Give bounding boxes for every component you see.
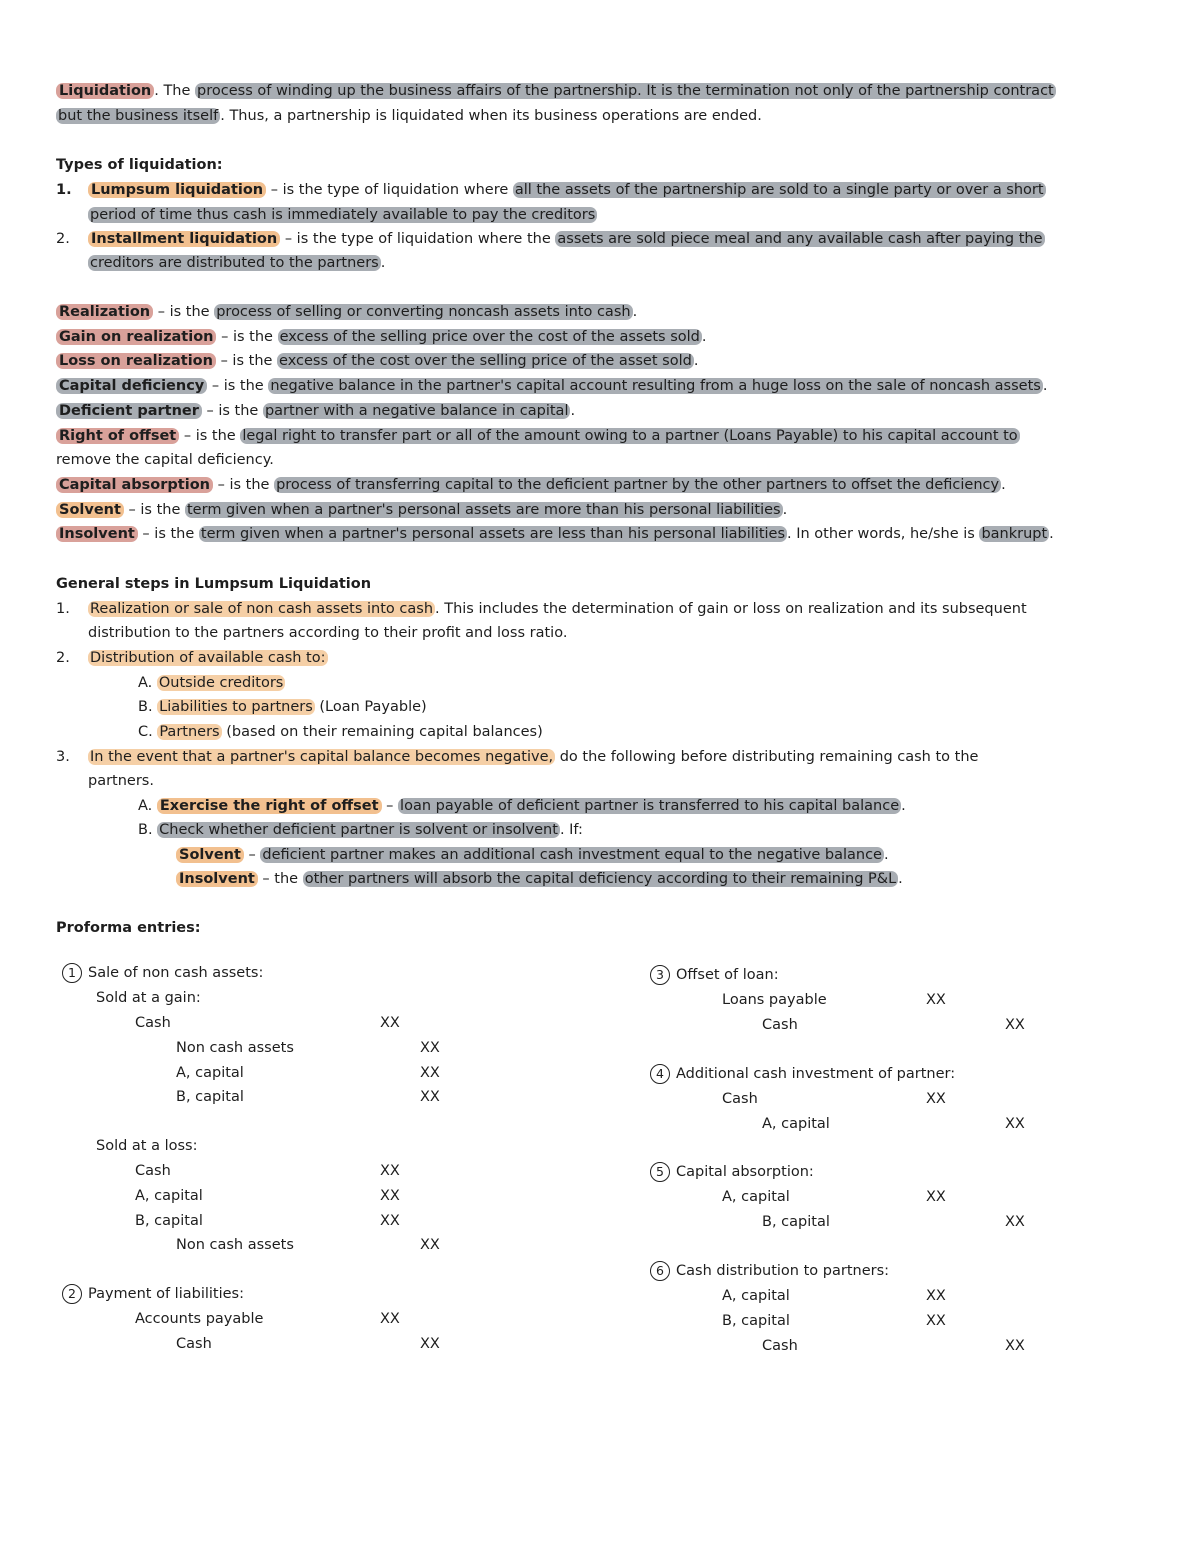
- definition-term: Capital deficiency: [56, 378, 207, 394]
- text: – is the: [212, 477, 275, 493]
- account-name: Non cash assets: [176, 1039, 294, 1056]
- debit-amount: XX: [926, 1189, 946, 1205]
- account-name: Accounts payable: [135, 1311, 264, 1327]
- types-heading: Types of liquidation:: [56, 157, 223, 173]
- highlight: legal right to transfer part or all of the amount owing to a partner (Loans Payable) to his capital account to: [242, 428, 1018, 444]
- text: –: [243, 847, 261, 863]
- text: – is the type of liquidation where the: [280, 231, 556, 247]
- sub-heading: Sold at a gain:: [96, 990, 201, 1006]
- text: B.: [138, 699, 158, 715]
- text: .: [883, 847, 889, 863]
- entry-title-text: Payment of liabilities:: [88, 1286, 244, 1302]
- account-name: A, capital: [135, 1187, 203, 1204]
- step-2-a: [138, 671, 1200, 696]
- highlight: excess of the cost over the selling price of the asset sold: [279, 353, 692, 369]
- account-name: B, capital: [135, 1212, 203, 1229]
- text: (based on their remaining capital balances): [221, 724, 543, 740]
- text: do the following before distributing remaining cash to the: [555, 749, 979, 765]
- type-item-2-cont: [88, 251, 1178, 276]
- account-name: Non cash assets: [176, 1237, 294, 1254]
- account-name: Cash: [762, 1016, 798, 1033]
- type-item-1: [56, 178, 1146, 203]
- term-liquidation: Liquidation: [56, 83, 154, 99]
- highlight: process of transferring capital to the deficient partner by the other partners to offset the deficiency: [276, 477, 1000, 493]
- account-name: Cash: [135, 1015, 171, 1031]
- credit-amount: XX: [420, 1237, 440, 1254]
- account-name: Cash: [135, 1163, 171, 1179]
- credit-amount: XX: [1005, 1016, 1025, 1033]
- definition-row: [56, 473, 1146, 498]
- account-name: A, capital: [762, 1115, 830, 1132]
- step-1: [56, 597, 1146, 622]
- entry-title: [650, 1261, 889, 1281]
- highlight: term given when a partner's personal assets are less than his personal liabilities: [200, 526, 786, 542]
- text: .: [782, 502, 788, 518]
- highlight: assets are sold piece meal and any available cash after paying the: [557, 231, 1043, 247]
- liquidation-line-2: [56, 104, 1146, 129]
- entry-title: [62, 1284, 244, 1304]
- steps-heading: General steps in Lumpsum Liquidation: [56, 576, 372, 592]
- account-name: Cash: [722, 1091, 758, 1107]
- definition-term: Realization: [56, 304, 153, 320]
- credit-amount: XX: [420, 1064, 440, 1081]
- entry-title: [650, 965, 779, 985]
- step-3-insolvent: [176, 867, 1200, 892]
- text: .: [1001, 477, 1006, 493]
- highlight: Liabilities to partners: [159, 699, 313, 715]
- account-name: B, capital: [722, 1312, 790, 1329]
- highlight: period of time thus cash is immediately available to pay the creditors: [90, 207, 596, 223]
- definition-term: Deficient partner: [56, 403, 202, 419]
- account-name: B, capital: [762, 1213, 830, 1230]
- credit-amount: XX: [1005, 1213, 1025, 1230]
- text: .: [898, 871, 903, 887]
- definition-row: [56, 374, 1146, 399]
- highlight: Check whether deficient partner is solvent or insolvent: [159, 822, 558, 838]
- list-number: 1.: [56, 601, 70, 617]
- definition-term: Solvent: [56, 502, 124, 518]
- term-insolvent: Insolvent: [176, 871, 258, 887]
- definition-row: [56, 424, 1146, 449]
- text: – is the: [153, 304, 215, 320]
- text: – is the type of liquidation where: [266, 182, 513, 198]
- definition-row: [56, 300, 1146, 325]
- highlight: Outside creditors: [158, 675, 284, 691]
- text: . This includes the determination of gain or loss on realization and its subsequent: [435, 601, 1027, 617]
- account-name: B, capital: [176, 1089, 244, 1106]
- number-circle-icon: 6: [650, 1261, 670, 1281]
- account-name: A, capital: [722, 1288, 790, 1304]
- text: . The: [154, 83, 196, 99]
- number-circle-icon: 4: [650, 1064, 670, 1084]
- debit-amount: XX: [926, 992, 946, 1008]
- text: . Thus, a partnership is liquidated when its business operations are ended.: [220, 108, 762, 124]
- account-name: A, capital: [176, 1064, 244, 1081]
- step-3-a: [138, 794, 1200, 819]
- term-right-of-offset: Exercise the right of offset: [157, 798, 382, 814]
- highlight: negative balance in the partner's capital account resulting from a huge loss on the sale of noncash assets: [270, 378, 1041, 394]
- highlight: In the event that a partner's capital balance becomes negative,: [90, 749, 554, 765]
- debit-amount: XX: [380, 1015, 400, 1031]
- type-item-2: [56, 227, 1146, 252]
- text: .: [570, 403, 576, 419]
- text: .: [693, 353, 699, 369]
- text: A.: [138, 675, 157, 691]
- entry-title-text: Offset of loan:: [676, 967, 779, 983]
- term-solvent: Solvent: [176, 847, 244, 863]
- definition-term: Right of offset: [56, 428, 179, 444]
- text: – is the: [123, 502, 185, 518]
- debit-amount: XX: [380, 1212, 400, 1229]
- text: (Loan Payable): [314, 699, 427, 715]
- text: . If:: [559, 822, 583, 838]
- entry-title-text: Sale of non cash assets:: [88, 965, 264, 981]
- step-2-c: [138, 720, 1200, 745]
- definition-term: Loss on realization: [56, 353, 216, 369]
- definition-row-cont: [56, 448, 1146, 473]
- highlight: term given when a partner's personal assets are more than his personal liabilities: [187, 502, 781, 518]
- definition-term: Gain on realization: [56, 329, 216, 345]
- text: .: [1042, 378, 1048, 394]
- definition-row: [56, 399, 1146, 424]
- debit-amount: XX: [380, 1163, 400, 1179]
- number-circle-icon: 5: [650, 1162, 670, 1182]
- step-3: [56, 745, 1146, 770]
- type-item-1-cont: [88, 203, 1178, 228]
- step-2-b: [138, 695, 1200, 720]
- entry-title-text: Capital absorption:: [676, 1164, 814, 1180]
- entry-title: [650, 1064, 955, 1084]
- entry-title-text: Additional cash investment of partner:: [676, 1066, 956, 1082]
- text: – is the: [207, 378, 269, 394]
- proforma-heading: Proforma entries:: [56, 920, 201, 936]
- debit-amount: XX: [926, 1288, 946, 1304]
- account-name: Cash: [176, 1335, 212, 1352]
- text: – is the: [215, 353, 278, 369]
- debit-amount: XX: [926, 1091, 946, 1107]
- number-circle-icon: 3: [650, 965, 670, 985]
- text: – is the: [179, 428, 241, 444]
- entry-title: [650, 1162, 814, 1182]
- text: .: [901, 798, 906, 814]
- step-3-b: [138, 818, 1200, 843]
- highlight: bankrupt: [981, 526, 1048, 542]
- highlight: Realization or sale of non cash assets into cash: [90, 601, 434, 617]
- sub-heading: Sold at a loss:: [96, 1138, 198, 1154]
- highlight: deficient partner makes an additional cash investment equal to the negative balance: [262, 847, 882, 863]
- text: –: [381, 798, 399, 814]
- text: .: [701, 329, 707, 345]
- highlight: process of selling or converting noncash assets into cash: [216, 304, 631, 320]
- text: .: [1049, 526, 1054, 542]
- step-2: [56, 646, 1146, 671]
- text: – the: [257, 871, 303, 887]
- text: B.: [138, 822, 158, 838]
- highlight: excess of the selling price over the cost of the assets sold: [279, 329, 700, 345]
- debit-amount: XX: [380, 1187, 400, 1204]
- text: – is the: [216, 329, 278, 345]
- account-name: Loans payable: [722, 992, 827, 1008]
- list-number: 2.: [56, 231, 70, 247]
- highlight: loan payable of deficient partner is transferred to his capital balance: [400, 798, 900, 814]
- credit-amount: XX: [420, 1089, 440, 1106]
- account-name: A, capital: [722, 1189, 790, 1205]
- definition-term: Insolvent: [56, 526, 138, 542]
- highlight: but the business itself: [58, 108, 219, 124]
- entry-title: [62, 963, 263, 983]
- list-number: 3.: [56, 749, 70, 765]
- step-1-cont: distribution to the partners according to their profit and loss ratio.: [88, 625, 568, 641]
- credit-amount: XX: [420, 1039, 440, 1056]
- term-lumpsum: Lumpsum liquidation: [88, 182, 266, 198]
- text: – is the: [137, 526, 199, 542]
- definition-row: [56, 325, 1146, 350]
- list-number: 2.: [56, 650, 70, 666]
- step-3-cont: partners.: [88, 773, 154, 789]
- credit-amount: XX: [420, 1335, 440, 1352]
- highlight: other partners will absorb the capital deficiency according to their remaining P&L: [304, 871, 897, 887]
- credit-amount: XX: [1005, 1115, 1025, 1132]
- highlight: Distribution of available cash to:: [90, 650, 326, 666]
- definition-row: [56, 498, 1146, 523]
- list-number: 1.: [56, 182, 72, 198]
- highlight: Partners: [159, 724, 220, 740]
- number-circle-icon: 2: [62, 1284, 82, 1304]
- text: . In other words, he/she is: [787, 526, 980, 542]
- highlight: process of winding up the business affairs of the partnership. It is the termination not only of the partnership contract: [197, 83, 1054, 99]
- highlight: all the assets of the partnership are sold to a single party or over a short: [514, 182, 1044, 198]
- text: remove the capital deficiency: [56, 452, 270, 468]
- text: .: [632, 304, 638, 320]
- text: A.: [138, 798, 157, 814]
- credit-amount: XX: [1005, 1337, 1025, 1354]
- text: .: [380, 255, 386, 271]
- text: .: [269, 452, 274, 468]
- text: C.: [138, 724, 158, 740]
- term-installment: Installment liquidation: [88, 231, 280, 247]
- definition-row: [56, 349, 1146, 374]
- liquidation-line-1: [56, 79, 1146, 104]
- step-3-solvent: [176, 843, 1200, 868]
- account-name: Cash: [762, 1337, 798, 1354]
- definition-term: Capital absorption: [56, 477, 213, 493]
- highlight: partner with a negative balance in capital: [264, 403, 569, 419]
- debit-amount: XX: [926, 1312, 946, 1329]
- entry-title-text: Cash distribution to partners:: [676, 1263, 890, 1279]
- text: – is the: [201, 403, 263, 419]
- number-circle-icon: 1: [62, 963, 82, 983]
- debit-amount: XX: [380, 1311, 400, 1327]
- highlight: creditors are distributed to the partners: [90, 255, 379, 271]
- definition-row: [56, 522, 1146, 547]
